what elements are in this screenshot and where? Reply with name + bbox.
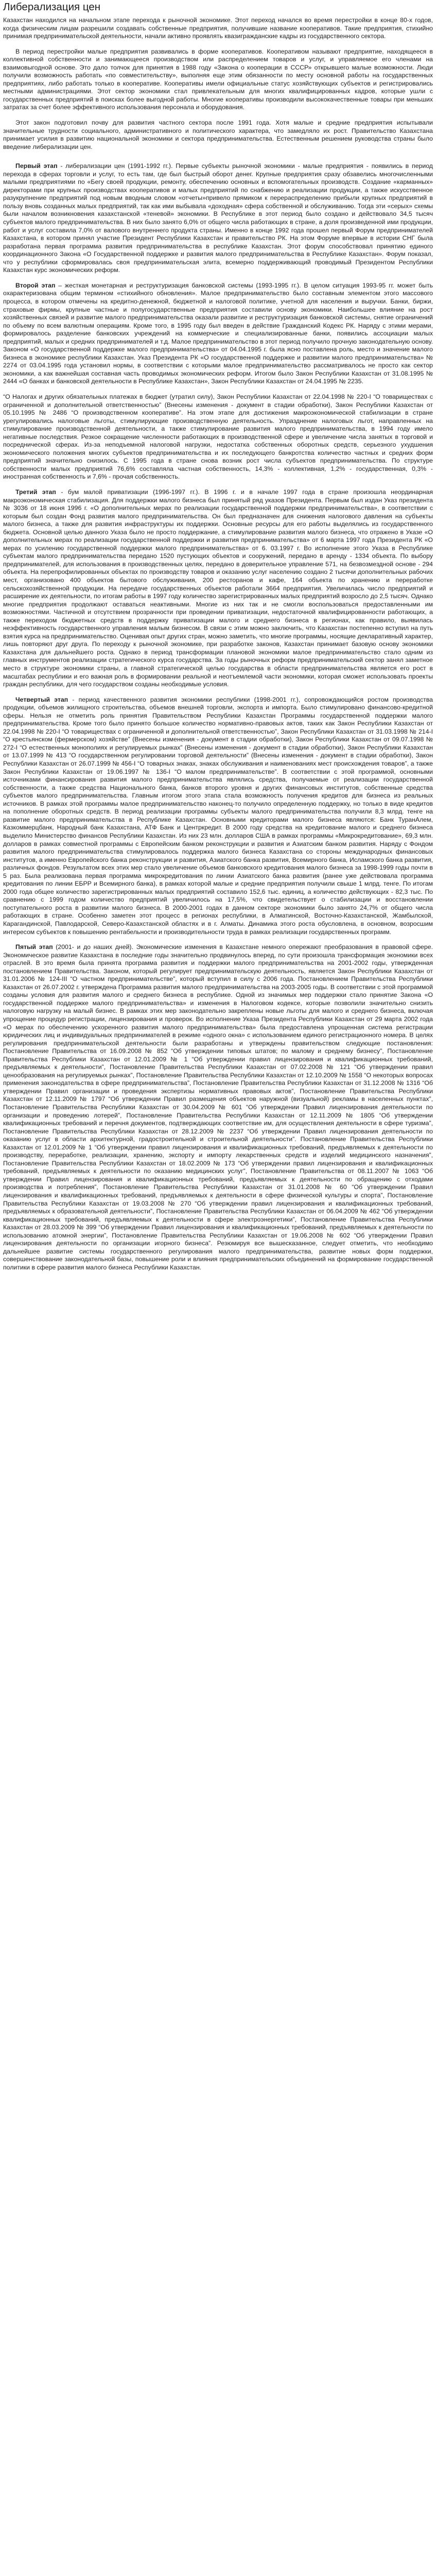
paragraph-text: В период перестройки малые предприятия развивались в форме кооперативов. Кооперативом называют предприятие, находящееся в коллективной собственности и занимающееся производством или распределением товаров и услуг, и управляемое его членами на взаимовыгодной основе. Это дало толчок для принятия в 1988 году «Закона о кооперации в СССР» открывшего малые возможности. Люди получили возможность работать «по совместительству», выполняя еще этим обязанности по месту основной работы на государственных предприятиях, либо работать только в кооперативе. Кооперативы имели официальные статус хозяйствующих субъектов и регистрировались местными администрациями. Этот сектор экономики стал привлекательным для многих квалифицированных кадров, которые ушли с государственных предприятий в поисках более выгодной работы. Многие кооперативы производили высококачественные товары при меньших затратах за счет более эффективного использования персонала и оборудования. <box>3 47 433 111</box>
paragraph-stage-4 <box>3 696 433 936</box>
stage-heading: Второй этап <box>15 281 56 289</box>
paragraph-intro <box>3 16 433 41</box>
paragraph-text: Этот закон подготовил почву для развития частного сектора после 1991 года. Хотя малые и средние предприятия испытывали значительные трудности социального, административного и политического характера, что замедляло их рост. Правительство Казахстана принимает усилия в развитию национальной экономики и сектора предпринимательства. Естественным решением руководства страны было введение либерализации цен. <box>3 119 433 150</box>
stage-heading: Пятый этап <box>15 943 53 951</box>
paragraph-stage-2 <box>3 282 433 386</box>
paragraph-text: “О Налогах и других обязательных платежах в бюджет (утратил силу), Закон Республики Казахстан от 22.04.1998 № 220-I “О товариществах с ограниченной и дополнительной ответственностью” (Внесены изменения - документ в стадии обработки), Закон Республики Казахстан от 05.10.1995 № 2486 “О производственном кооперативе”. На этом этапе для достижения макроэкономической стабилизации в стране урегулировались налоговые льготы, стимулирующие производственную деятельность. Упразднение налоговых льгот, направленных на стимулирование производственной деятельности, а также стимулирование развития малого предпринимательства, в 1994 году имело негативные последствия. Резкое сокращение численности работающих в производственной сфере и увеличение числа занятых в торговой и посреднической сферах. Из-за неподъемной налоговой нагрузки, недостатка собственных оборотных средств, серьезного ухудшения экономического положения многих субъектов предпринимательства и их последующего банкротства количество частных и средних форм предприятий значительно снизилось. С 1995 года в стране снова возник рост числа субъектов предпринимательства. По структуре собственности малых предприятий 76,6% составляла частная собственность, 14,3% - коллективная, 1,2% - государственная, 0,3% - иностранная собственность и 7,6% - прочая собственность. <box>3 393 433 481</box>
paragraph-text: - бум малой приватизации (1996-1997 гг.). В 1996 г. и в начале 1997 года в стране произошла неординарная макроэкономическая стабилизация. Для поддержки малого бизнеса был принятый ряд указов Президента. Первым был издан Указ президента № 3036 от 18 июня 1996 г. «О дополнительных мерах по реализации государственной поддержки предпринимательства», в соответствии с которым был создан Фонд развития малого предпринимательства. Он был предназначен для снижения налогового давления на субъекты малого бизнеса, а также для развития инфраструктуры их поддержки. Основные ресурсы для его работы выделялись из государственного бюджета. Основной целью данного Указа было не просто поддержание, а стимулирование развития малого бизнеса, что отражено в Указе «О дополнительных мерах по реализации государственной поддержки и развития предпринимательства» от 6 марта 1997 года Президента РК «О мерах по усилению государственной поддержки малого предпринимательства» от 6. 03.1997 г. Во исполнение этого Указа в Республике субъектам малого предпринимательства передано 1520 пустующих объектов и сооружений, передано в аренду - 1334 объекта. По выбору предпринимателей, для использования в производственных целях, передано в доверительное управление 571, на безвозмездной основе - 294 объекта. На перепрофилированных объектах по производству товаров и оказанию услуг населению создано 2 тысячи дополнительных рабочих мест, организовано 400 объектов бытового обслуживания, 200 ресторанов и кафе, 164 объекта по хранению и переработке сельскохозяйственной продукции. На передаче государственных объектов работали 3664 предприятия. Увеличилась число предприятий и расширение их деятельности, по итогам работы в 1997 году количество зарегистрированных малых предприятий возросло до 2,5 тысяч. Однако многие предприятия продолжают оставаться неактивными. Многие из них так и не смогли воспользоваться предоставленными им возможностями. Частичной и отсутствием прозрачности при проведении приватизации, недостаточной квалифицированности работающих, а также переходом бюджетных средств в поддержку приватизации малого и среднего бизнеса в регионах, как правило, выявилась неэффективность государственного управления малым бизнесом. В связи с этим можно заключить, что Казахстан постепенно вступил на путь взятия курса на предпринимательство. Оценивая опыт других стран, можно заметить, что многие программы, носящие декларативный характер, лишь повторяют друг друга. По переходу к рыночной экономике, при разработке законов, Казахстан принимает базовую основу экономики Казахстана для дальнейшего роста. Однако в период трансформации плановой экономики малое предпринимательство стало одним из главных инструментов реализации стратегического курса государства. За годы рыночных реформ предпринимательский сектор занял заметное место в структуре экономики страны, а главной стратегической целью государства в области предпринимательства является его рост в масштабах республики и его важная роль в формировании реальной и неотъемлемой части экономики, которая сможет использовать проекты граждан республики, для чего государством созданы необходимые условия. <box>3 488 433 688</box>
stage-heading: Первый этап <box>15 162 58 170</box>
paragraph-text: Казахстан находился на начальном этапе перехода к рыночной экономике. Этот переход начался во время перестройки в конце 80-х годов, когда физическим лицам разрешили создавать собственные предприятия, получившие название кооперативов. Такие предприятия, стихийно принимая предпринимательской деятельности, начали активно проявлять квазигражданские кадры из государственного сектора. <box>3 16 433 40</box>
paragraph-text: – жесткая монетарная и реструктуризация банковской системы (1993-1995 гг.). В целом ситуация 1993-95 гг. может быть охарактеризована общим термином «стихийного обновления». Малое предпринимательство было составным элементом этого массового процесса, в котором отмечены на кредитно-денежной, бюджетной и налоговой политике, учетной для населения и выручки. Банки, биржи, страховые фирмы, крупные частные и полугосударственные предприятия составили основу экономики. Наибольшее влияние на рост хозяйственных связей и развитие малого предпринимательства оказали развитие и реструктуризация банковской системы, снятие ограничений по объему по всем валютным операциям. Кроме того, в 1995 году был введен в действие Гражданский Кодекс РК. Наряду с этими мерами, формировалось разделение банковских учреждений на коммерческие и специализированные банки, появились ассоциации малых предприятий, малых и средних предпринимателей и т.д. Малое предпринимательство в этот период получило прочную законодательную основу. Законом «О государственной поддержке малого предпринимательства» от 04.04.1995 г. была ясно поставлена роль, место и значение малого бизнеса в экономике республики Казахстан. Указ Президента РК «О государственной поддержке и развитии малого предпринимательства» № 2274 от 03.04.1995 года установил нормы, в соответствии с которыми малое предпринимательство рассматривалось не просто как сектор экономики, а как важнейшая составная часть проводимых экономических реформ. Итогом было Закон Республики Казахстан от 31.08.1995 № 2444 «О банках и банковской деятельности в Республике Казахстан», Закон Республики Казахстан от 24.04.1995 № 2235. <box>3 281 433 385</box>
stage-heading: Третий этап <box>15 488 56 496</box>
paragraph-text: - либерализации цен (1991-1992 гг.). Первые субъекты рыночной экономики - малые предприятия - появились в период перехода в сферах торговли и услуг, то есть там, где был быстрый оборот денег. Крупные предприятия сразу обзавелись многочисленными малыми предприятиями по «Бегу своей продукции, ремонту, обеспечению основных и вспомогательных производств. Создание «карманных» директорами при крупных производствах кооперативов и малых предприятий по снабжению и реализации продукции, а также искусственное разукрупнение предприятий под новым вводным словом «отчеты»привело прямиком к перераспределению прибыли крупных предприятий в пользу вновь созданных малых предприятий, так как ими выбывала «доходная» сфера собственной и обслуживанию. Тогда эти «серых» схемы были началом возникновения казахстанской «теневой» экономики. В Республике в этот период было создано и действовало 34,5 тысяч субъектов малого предпринимательства. В них было занято 6,0% от общего числа работающих в стране, а доля произведенной ими продукции, работ и услуг составила 7,0% от валового внутреннего продукта страны. Именно в конце 1992 года прошел первый Форум предпринимателей Казахстана, в котором принял участие Президент Республики Казахстан и правительство РК. На этом Форуме впервые в истории СНГ была разработана первая программа развития предпринимательства в республике Казахстан. Этот форум способствовал принятию единого координационного Закона «О Государственной поддержке и развития малого предпринимательства в Республике Казахстан». Форум показал, что у республики сформировалась своя предпринимательская элита, всемерно поддерживающий проводимый Президентом Республики Казахстан курс экономических реформ. <box>3 162 433 274</box>
paragraph-text: - период качественного развития экономики республики (1998-2001 гг.), сопровождающийся ростом производства продукции, объемов жилищного строительства, объемов внешней торговли, экспорта и импорта. Было стимулировано финансово-кредитной сферы. Нельзя не отметить роль принятия Правительством Республики Казахстан Программы государственной поддержки малого предпринимательства. Кроме того было принято большое количество нормативно-правовых актов, таких как Закон Республики Казахстан от 22.04.1998 № 220-I “О товариществах с ограниченной и дополнительной ответственностью”, Закон Республики Казахстан от 31.03.1998 № 214-I “О крестьянском (фермерском) хозяйстве” (Внесены изменения - документ в стадии обработки), Закон Республики Казахстан от 09.07.1998 № 272-I “О естественных монополиях и регулируемых рынках” (Внесены изменения - документ в стадии обработки), Закон Республики Казахстан от 13.07.1999 № 413 “О государственном регулировании торговой деятельности” (Внесены изменения - документ в стадии обработки), Закон Республики Казахстан от 26.07.1999 № 456-I “О товарных знаках, знаках обслуживания и наименованиях мест происхождения товаров”, а также Закон Республики Казахстан от 19.06.1997 № 136-I “О малом предпринимательстве”. В соответствии с этой программой, основными источниками финансирования развития малого предпринимательства являлись средства, получаемые от реализации государственной собственности, а также средства Национального банка, банков второго уровня и других финансовых институтов, собственные средства субъектов малого предпринимательства. Главным итогом этого этапа стала возможность получения кредитов для бизнеса из реальных источников. В рамках этой программы малое предпринимательство наконец-то получило определенную поддержку, но только в виде кредитов на пополнение оборотных средств. В период реализации программы субъекты малого предпринимательства получили 8,3 млрд. тенге на развитие малого предпринимательства в Республике Казахстан. Основными кредиторами малого бизнеса являются: Банк ТуранАлем, Казкоммерцбанк, Народный банк Казахстана, АТФ Банк и Центркредит. В 2000 году средства на кредитование малого и среднего бизнеса выделило Министерство финансов Республики Казахстан. Из них 23 млн. долларов США в рамках программы «Микрокредитование», 69,3 млн. долларов в рамках совместной программы с Европейским банком реконструкции и развития и Азиатским банком развития. Наряду с Фондом развития малого предпринимательства стимулировалось поддержка малого бизнеса Казахстана со стороны международных финансовых институтов, а именно Европейского банка реконструкции и развития, Азиатского банка развития, Всемирного банка, Исламского банка развития, различных фондов. Результатом всех этих мер стало увеличение объемов банковского кредитования малого бизнеса за 1998-1999 годы почти в 5 раз. Была реализована первая программа микрокредитования по линии Азиатского банка развития (ранее уже действовала программа кредитования по линии ЕБРР и Всемирного банка), в рамках которой малые и средние предприятия получили свыше 1 млрд. тенге. По итогам 2000 года общее количество зарегистрированных малых предприятий составило 152,6 тыс. единиц, а количество действующих - 82,3 тыс. По сравнению с 1999 годом количество предприятий увеличилось на 17,5%, что свидетельствует о стабилизации и восстановлении поступательного роста в развитии малого бизнеса. В 2000-2001 годах в данном секторе экономики было занято 24,7% от общего числа работающих в стране. Особенно заметен этот процесс в регионах республики, в Алматинской, Восточно-Казахстанской, Жамбылской, Карагандинской, Павлодарской, Северо-Казахстанской областях и в г. Алматы. Динамика этого роста обусловлена, в основном, возросшим интересом субъектов к повышению рентабельности и производительности труда в рамках реализации государственных программ. <box>3 696 433 936</box>
page-title: Либерализация цен <box>3 1 101 13</box>
paragraph-stage-3 <box>3 488 433 689</box>
paragraph-stage-5 <box>3 943 433 1272</box>
stage-heading: Четвертый этап <box>15 696 68 703</box>
article <box>0 0 436 1272</box>
paragraph-text: (2001- и до наших дней). Экономические изменения в Казахстане немного опережают преобразования в правовой сфере. Экономическое развитие Казахстана в последние годы значительно продвинулось вперед, по сути произошла трансформация экономики всех отраслей. В это время была принята программа развития и поддержки малого предпринимательства на 2001-2002 годы, утвержденная постановлением Правительства. Законом, который регулирует предпринимательскую деятельность, является Закон Республики Казахстан от 31.01.2006 № 124-III “О частном предпринимательстве”, который вступил в силу с 2006 года. Постановлением Правительства Республики Казахстан от 26.07.2002 г. утверждена Программа развития малого предпринимательства на 2003-2005 годы. В соответствии с этой программой созданы условия для развития малого и среднего бизнеса в республике. Одной из значимых мер поддержки стало принятие Закона «О государственной поддержке малого предпринимательства» и изменения в Налоговом кодексе, которые позволили значительно снизить налоговую нагрузку на малый бизнес. В рамках этих мер законодательно закреплены новые льготы для малого и среднего бизнеса, включая упрощение процедур регистрации, лицензирования и проверок. Во исполнение Указа Президента Республики Казахстан от 29 марта 2002 года «О мерах по обеспечению ускоренного развития малого предпринимательства» была предоставлена упрощенная система регистрации юридических лиц и индивидуальных предпринимателей в режиме «одного окна» с использованием единого регистрационного номера. В целях регулирования предпринимательской деятельности были разработаны и утверждены правительством следующие постановления: Постановление Правительства от 16.09.2008 № 852 “Об утверждении типовых штатов; по малому и среднему бизнесу”, Постановление Правительства Республики Казахстан от 12.01.2009 № 1 “Об утверждении правил лицензирования и квалификационных требований, предъявляемых к деятельности”, Постановление Правительства Республики Казахстан от 07.02.2008 № 121 “Об утверждении правил ценообразования на регулируемых рынках”, Постановление Правительства Республики Казахстан от 12.10.2009 № 1558 “О некоторых вопросах применения законодательства в сфере предпринимательства”, Постановление Правительства Республики Казахстан от 31.12.2008 № 1316 “Об утверждении Правил организации и проведения экспертизы нормативных правовых актов”, Постановление Правительства Республики Казахстан от 12.11.2009 № 1797 “Об утверждении Правил размещения объектов наружной (визуальной) рекламы в населенных пунктах”, Постановление Правительства Республики Казахстан от 30.04.2009 № 601 “Об утверждении Правил лицензирования деятельности по организации и проведению лотерей”, Постановление Правительства Республики Казахстан от 12.11.2009 № 1805 “Об утверждении квалификационных требований и перечня документов, подтверждающих соответствие им, для осуществления деятельности в сфере туризма”, Постановление Правительства Республики Казахстан от 28.12.2009 № 2237 “Об утверждении Правил лицензирования деятельности по оказанию услуг в области архитектурной, градостроительной и строительной деятельности”. Постановление Правительства Республики Казахстан от 12.01.2009 № 1 “Об утверждении правил лицензирования и квалификационных требований, предъявляемых к деятельности по производству, переработке, реализации, хранению, экспорту и импорту лекарственных средств и изделий медицинского назначения”, Постановление Правительства Республики Казахстан от 18.02.2009 № 173 “Об утверждении правил лицензирования и квалификационных требований, предъявляемых к деятельности по оказанию медицинских услуг”, Постановление Правительства от 08.11.2007 № 1063 “Об утверждении Правил лицензирования и квалификационных требований, предъявляемых к деятельности по обращению с отходами производства и потребления”, Постановление Правительства Республики Казахстан от 31.01.2008 № 60 “Об утверждении Правил лицензирования и квалификационных требований, предъявляемых к деятельности в сфере физической культуры и спорта”, Постановление Правительства Республики Казахстан от 19.03.2008 № 270 “Об утверждении правил лицензирования и квалификационных требований, предъявляемых к образовательной деятельности”, Постановление Правительства Республики Казахстан от 06.04.2009 № 462 “Об утверждении квалификационных требований, предъявляемых к деятельности в сфере электроэнергетики”, Постановление Правительства Республики Казахстан от 28.03.2009 № 399 “Об утверждении Правил лицензирования и квалификационных требований, предъявляемых к деятельности по использованию атомной энергии”, Постановление Правительства Республики Казахстан от 19.06.2008 № 602 “Об утверждении Правил лицензирования деятельности по организации игорного бизнеса”. Резюмируя все вышесказанное, следует отметить, что необходимо дальнейшее развитие системы государственного регулирования малого предпринимательства, развитие новых форм поддержки, совершенствование законодательной базы, повышение роли и влияния предпринимательских объединений на формирование государственной политики в сфере развития малого бизнеса Республики Казахстан. <box>3 943 433 1271</box>
paragraph-perestroika <box>3 48 433 112</box>
paragraph-stage-1 <box>3 162 433 275</box>
paragraph-laws <box>3 393 433 481</box>
paragraph-law <box>3 119 433 151</box>
